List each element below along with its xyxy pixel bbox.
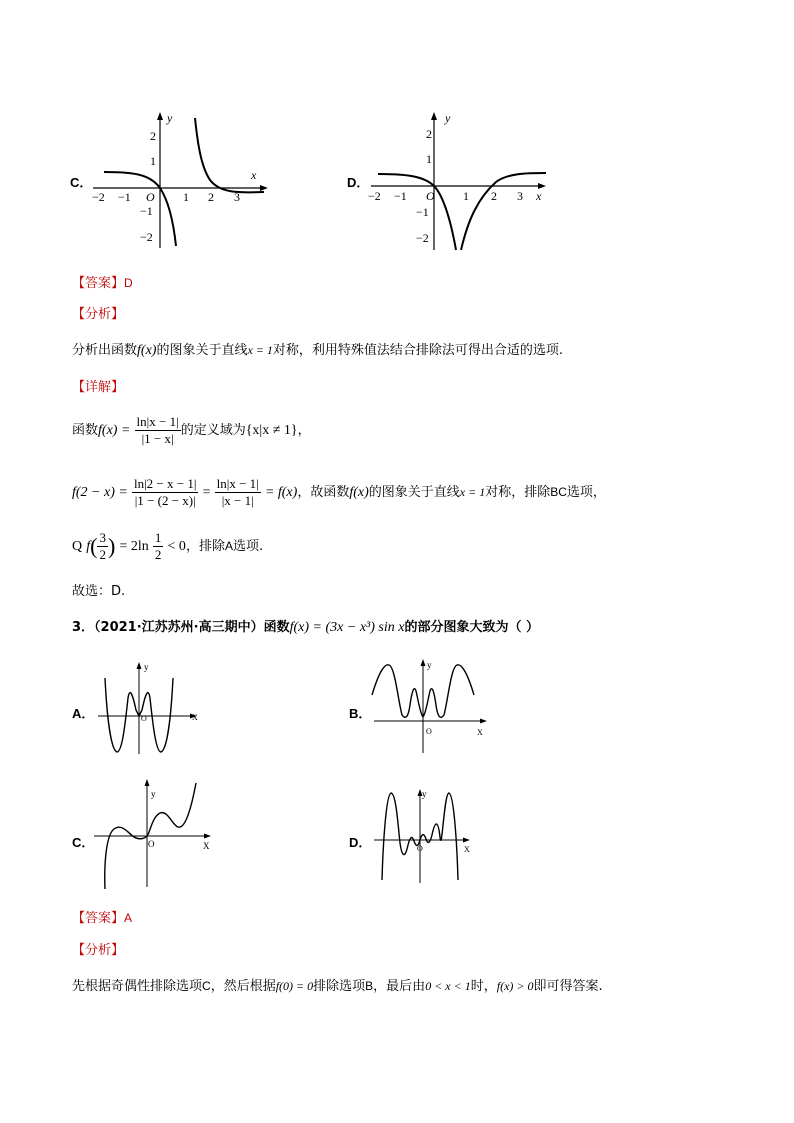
svg-text:1: 1 xyxy=(463,189,469,203)
svg-text:1: 1 xyxy=(183,190,189,204)
detail-line-2: f(2 − x) = $\frac{\ln|2 - x - 1|}{|1 - (2 - x)|}$ = $\frac{\ln|x - 1|}{|x - 1|}$ = f(x)，故函数f(x)的图象关于直线x = 1对称，排除BC选项， xyxy=(72,476,606,508)
svg-text:3: 3 xyxy=(234,190,240,204)
q3-analysis-tag: 【分析】 xyxy=(72,943,125,958)
graph-c xyxy=(88,108,273,253)
svg-text:X: X xyxy=(192,713,198,722)
svg-text:y: y xyxy=(151,789,156,799)
svg-text:1: 1 xyxy=(150,154,156,168)
svg-text:x: x xyxy=(536,189,542,203)
q3-graph-a xyxy=(92,658,207,756)
q3-option-b-label: B． xyxy=(349,706,372,721)
svg-text:O: O xyxy=(417,844,423,853)
q3-option-d-label: D． xyxy=(349,835,372,850)
detail-line-1: 函数f(x) = $\frac{\ln|x - 1|}{|1 - x|}$ 的定义域为{x|x ≠ 1}， xyxy=(72,414,311,446)
svg-text:−1: −1 xyxy=(394,189,407,203)
svg-text:O: O xyxy=(426,727,432,736)
q3-answer-line: 【答案】A xyxy=(72,911,133,926)
detail-tag: 【详解】 xyxy=(72,380,125,395)
svg-text:2: 2 xyxy=(150,129,156,143)
q3-option-c-label: C． xyxy=(72,835,95,850)
question-3-stem: 3．（2021·江苏苏州·高三期中）函数f(x) = (3x − x³) sin x的部分图象大致为（ ） xyxy=(72,620,539,635)
svg-text:2: 2 xyxy=(426,127,432,141)
q3-option-a-label: A． xyxy=(72,706,95,721)
svg-text:y: y xyxy=(422,789,427,799)
q3-answer-value: A xyxy=(124,911,133,925)
svg-text:O: O xyxy=(426,189,435,203)
svg-text:1: 1 xyxy=(426,152,432,166)
svg-text:X: X xyxy=(203,841,210,851)
answer-line xyxy=(72,272,133,291)
svg-text:X: X xyxy=(464,845,470,854)
svg-text:2: 2 xyxy=(491,189,497,203)
answer-tag: 【答案】 xyxy=(72,276,125,291)
answer-value: D xyxy=(124,276,133,290)
svg-text:2: 2 xyxy=(208,190,214,204)
svg-text:y: y xyxy=(427,660,432,670)
svg-text:y: y xyxy=(445,111,451,125)
svg-text:−1: −1 xyxy=(118,190,131,204)
q3-analysis-text: 先根据奇偶性排除选项C，然后根据f(0) = 0排除选项B，最后由0 < x < 1时，f(x) > 0即可得答案. xyxy=(72,979,603,994)
svg-text:−2: −2 xyxy=(92,190,105,204)
graph-d xyxy=(366,108,551,253)
x-axis-label: x xyxy=(251,168,257,182)
svg-text:−1: −1 xyxy=(416,205,429,219)
q3-graph-c xyxy=(90,775,220,893)
svg-text:−2: −2 xyxy=(416,231,429,245)
option-d-label: D． xyxy=(347,175,370,190)
y-axis-label: y xyxy=(167,111,173,125)
analysis-text: 分析出函数f(x)的图象关于直线x = 1对称，利用特殊值法结合排除法可得出合适的选项. xyxy=(72,343,564,358)
svg-text:−2: −2 xyxy=(368,189,381,203)
svg-text:3: 3 xyxy=(517,189,523,203)
detail-line-3: Q f( $\frac{3}{2}$ ) = 2ln $\frac{1}{2}$ < 0，排除A选项. xyxy=(72,530,264,562)
svg-text:−1: −1 xyxy=(140,204,153,218)
svg-text:O: O xyxy=(146,190,155,204)
q3-graph-b xyxy=(366,655,496,755)
svg-text:X: X xyxy=(477,728,483,737)
svg-text:−2: −2 xyxy=(140,230,153,244)
conclusion: 故选：D. xyxy=(72,584,126,599)
analysis-tag: 【分析】 xyxy=(72,307,125,322)
svg-text:O: O xyxy=(148,839,155,849)
svg-text:y: y xyxy=(144,662,149,672)
svg-text:O: O xyxy=(141,714,147,723)
option-c-label: C． xyxy=(70,175,93,190)
q3-graph-d xyxy=(370,785,480,885)
